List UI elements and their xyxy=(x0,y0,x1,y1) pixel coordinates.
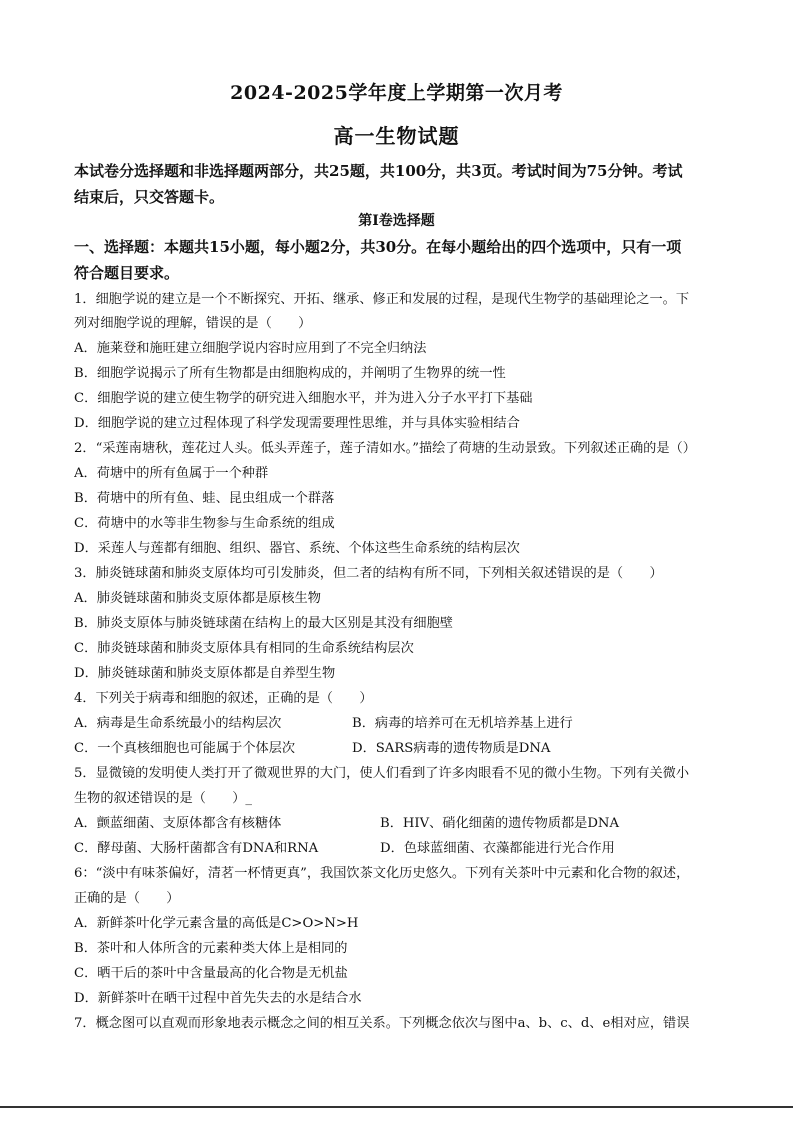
q6-option-a: A．新鲜茶叶化学元素含量的高低是C>O>N>H xyxy=(74,916,359,931)
q2-option-b: B．荷塘中的所有鱼、蛙、昆虫组成一个群落 xyxy=(74,491,335,506)
q1-option-a: A．施莱登和施旺建立细胞学说内容时应用到了不完全归纳法 xyxy=(74,341,427,356)
q4-option-a: A．病毒是生命系统最小的结构层次 xyxy=(74,716,282,731)
q2-option-a: A．荷塘中的所有鱼属于一个种群 xyxy=(74,466,269,481)
q1-option-c: C．细胞学说的建立使生物学的研究进入细胞水平，并为进入分子水平打下基础 xyxy=(74,391,533,406)
q5-option-c: C．酵母菌、大肠杆菌都含有DNA和RNA xyxy=(74,841,319,856)
q5-option-b: B．HIV、硝化细菌的遗传物质都是DNA xyxy=(380,816,619,831)
q2-stem: 2．“采莲南塘秋，莲花过人头。低头弄莲子，莲子清如水。”描绘了荷塘的生动景致。下列叙述正确的是（） xyxy=(74,441,696,456)
q3-option-a: A．肺炎链球菌和肺炎支原体都是原核生物 xyxy=(74,591,321,606)
q5-option-a: A．颤蓝细菌、支原体都含有核糖体 xyxy=(74,816,282,831)
exam-title: 2024-2025学年度上学期第一次月考 xyxy=(230,82,563,104)
q6-option-c: C．晒干后的茶叶中含量最高的化合物是无机盐 xyxy=(74,966,348,981)
section-instruction-2: 符合题目要求。 xyxy=(74,264,180,282)
q6-stem-line-1: 6：“淡中有味茶偏好，清茗一杯情更真”，我国饮茶文化历史悠久。下列有关茶叶中元素和化合物的叙述， xyxy=(74,866,690,881)
page-bottom-rule xyxy=(0,1106,793,1108)
q1-stem-line-2: 列对细胞学说的理解，错误的是（ ） xyxy=(74,316,312,331)
q3-option-c: C．肺炎链球菌和肺炎支原体具有相同的生命系统结构层次 xyxy=(74,641,414,656)
q7-stem-line-1: 7．概念图可以直观而形象地表示概念之间的相互关系。下列概念依次与图中a、b、c、d、e相对应，错误 xyxy=(74,1016,690,1031)
q3-option-d: D．肺炎链球菌和肺炎支原体都是自养型生物 xyxy=(74,666,336,681)
q5-option-d: D．色球蓝细菌、衣藻都能进行光合作用 xyxy=(380,841,615,856)
section-title: 第I卷选择题 xyxy=(358,213,435,229)
section-instruction-1: 一、选择题：本题共15小题，每小题2分，共30分。在每小题给出的四个选项中，只有一项 xyxy=(74,238,682,256)
q1-option-b: B．细胞学说揭示了所有生物都是由细胞构成的，并阐明了生物界的统一性 xyxy=(74,366,506,381)
q2-option-d: D．采莲人与莲都有细胞、组织、器官、系统、个体这些生命系统的结构层次 xyxy=(74,541,520,556)
q4-option-b: B．病毒的培养可在无机培养基上进行 xyxy=(352,716,573,731)
q5-stem-line-2: 生物的叙述错误的是（ ）_ xyxy=(74,791,253,806)
q1-option-d: D．细胞学说的建立过程体现了科学发现需要理性思维，并与具体实验相结合 xyxy=(74,416,520,431)
q3-option-b: B．肺炎支原体与肺炎链球菌在结构上的最大区别是其没有细胞壁 xyxy=(74,616,453,631)
intro-line-1: 本试卷分选择题和非选择题两部分，共25题，共100分，共3页。考试时间为75分钟。考试 xyxy=(74,162,683,180)
q1-stem-line-1: 1．细胞学说的建立是一个不断探究、开拓、继承、修正和发展的过程，是现代生物学的基础理论之一。下 xyxy=(74,292,690,307)
q4-option-d: D．SARS病毒的遗传物质是DNA xyxy=(352,741,551,756)
exam-subject: 高一生物试题 xyxy=(333,124,460,148)
q6-option-d: D．新鲜茶叶在晒干过程中首先失去的水是结合水 xyxy=(74,991,362,1006)
q4-option-c: C．一个真核细胞也可能属于个体层次 xyxy=(74,741,296,756)
q6-option-b: B．茶叶和人体所含的元素种类大体上是相同的 xyxy=(74,941,348,956)
q3-stem: 3．肺炎链球菌和肺炎支原体均可引发肺炎，但二者的结构有所不同，下列相关叙述错误的是（ ） xyxy=(74,566,663,581)
q4-stem: 4．下列关于病毒和细胞的叙述，正确的是（ ） xyxy=(74,691,373,706)
q5-stem-line-1: 5．显微镜的发明使人类打开了微观世界的大门，使人们看到了许多肉眼看不见的微小生物。下列有关微小 xyxy=(74,766,690,781)
q2-option-c: C．荷塘中的水等非生物参与生命系统的组成 xyxy=(74,516,335,531)
intro-line-2: 结束后，只交答题卡。 xyxy=(74,188,225,206)
q6-stem-line-2: 正确的是（ ） xyxy=(74,891,180,906)
